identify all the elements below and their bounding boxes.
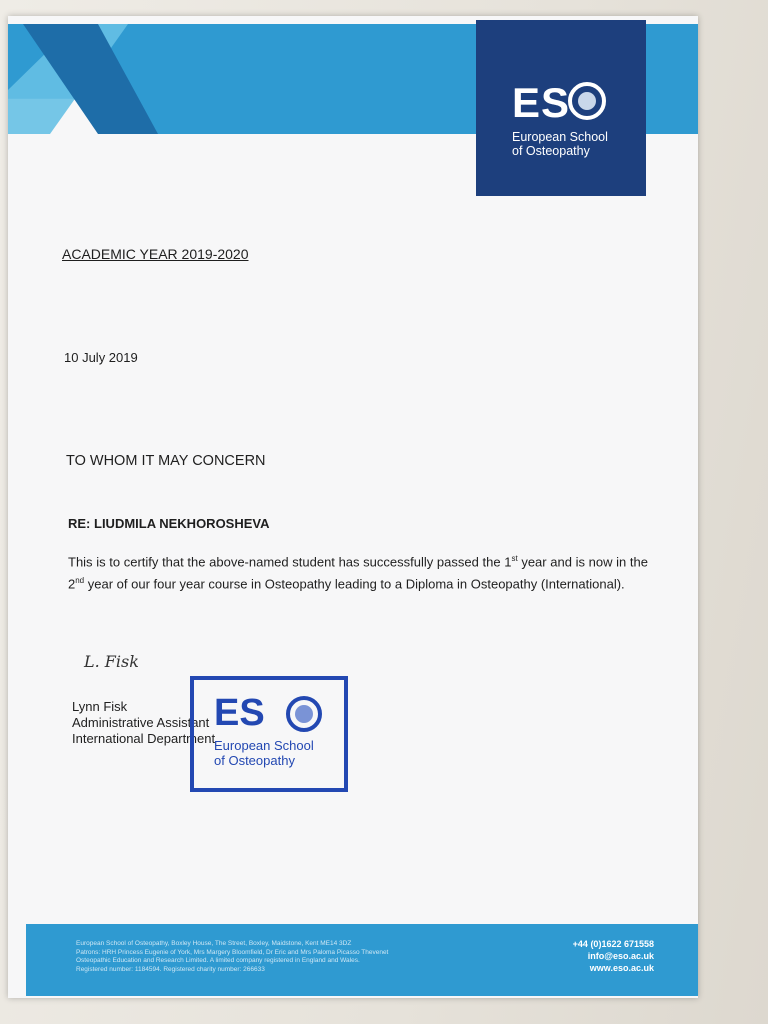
handwritten-signature: L. Fisk bbox=[84, 652, 139, 671]
signatory-title: Administrative Assistant bbox=[72, 715, 210, 730]
footer-phone: +44 (0)1622 671558 bbox=[572, 939, 654, 949]
stamp-eso-text: ES bbox=[214, 692, 265, 734]
signatory-name: Lynn Fisk bbox=[72, 699, 128, 714]
footer-address: European School of Osteopathy, Boxley House, The Street, Boxley, Maidstone, Kent ME14 3DZ bbox=[76, 940, 352, 947]
re-line: RE: LIUDMILA NEKHOROSHEVA bbox=[68, 516, 270, 531]
body-sup-1: st bbox=[511, 554, 518, 563]
logo-line1: European School bbox=[512, 130, 608, 144]
footer-contact bbox=[573, 938, 654, 974]
footer-patrons: Patrons: HRH Princess Eugenie of York, Mrs Margery Bloomfield, Dr Eric and Mrs Paloma Picasso Thevenet bbox=[76, 948, 389, 956]
body-sup-2: nd bbox=[75, 576, 85, 586]
globe-icon bbox=[568, 82, 606, 120]
certification-body bbox=[68, 549, 648, 594]
salutation: TO WHOM IT MAY CONCERN bbox=[66, 453, 266, 469]
stamp-subtitle bbox=[214, 738, 314, 768]
stamp-line2: of Osteopathy bbox=[214, 753, 295, 768]
stamp-globe-icon bbox=[286, 696, 322, 732]
letter-page bbox=[8, 16, 698, 998]
logo-eso-text: ES bbox=[512, 79, 571, 126]
eso-logo bbox=[476, 20, 646, 196]
body-text-1: This is to certify that the above-named student has successfully passed the 1 bbox=[68, 554, 512, 570]
footer-company: Osteopathic Education and Research Limited. A limited company registered in England and Wales. bbox=[76, 957, 360, 964]
logo-subtitle bbox=[512, 130, 608, 158]
footer-email: info@eso.ac.uk bbox=[587, 951, 654, 961]
academic-year-heading: ACADEMIC YEAR 2019-2020 bbox=[62, 246, 249, 262]
logo-line2: of Osteopathy bbox=[512, 144, 590, 158]
footer-web: www.eso.ac.uk bbox=[589, 963, 654, 973]
stamp-line1: European School bbox=[214, 738, 314, 753]
body-text-3: year of our four year course in Osteopathy leading to a Diploma in Osteopathy (International). bbox=[84, 576, 625, 592]
body-text-2: year and is now in the 2 bbox=[68, 554, 648, 592]
footer-band bbox=[26, 924, 698, 996]
footer-legal bbox=[76, 940, 496, 974]
footer-registered: Registered number: 1184594. Registered charity number: 266633 bbox=[76, 965, 265, 973]
letter-date: 10 July 2019 bbox=[64, 350, 138, 365]
signatory-department: International Department bbox=[72, 731, 216, 746]
eso-stamp bbox=[190, 676, 348, 792]
